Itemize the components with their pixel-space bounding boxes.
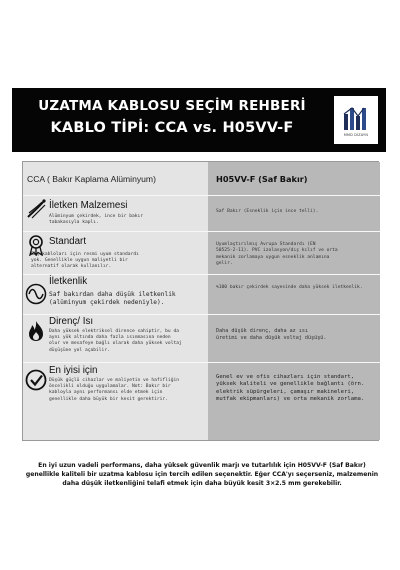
- cca-resistance-desc: Daha yüksek elektriksel dirence sahiptir, bu da aynı yük altında daha fazla ısınmasına neden olur ve mesafeye bağlı olarak daha yüksek voltaj düşüşüne yol açabilir.: [49, 329, 182, 353]
- h05vvf-conductor-desc: Saf Bakır (Esneklik için ince telli).: [216, 209, 319, 214]
- page-subtitle: KABLO TİPİ: CCA vs. H05VV-F: [50, 120, 294, 136]
- recommendation-note: En iyi uzun vadeli performans, daha yüksek güvenlik marjı ve tutarlılık için H05VV-F (Saf Bakır) genellikle kaliteli bir uzatma kablosu için tercih edilen seçenektir. Eğer CCA'yı seçerseniz, malzemenin daha düşük iletkenliğini telafi etmek için daha büyük kesit 3×2.5 mm gerekebilir.: [25, 462, 379, 488]
- cca-standard-desc: Güç kabloları için resmi uyum standardı yok. Genellikle uygun maliyetli bir alternatif olarak kullanılır.: [31, 252, 139, 270]
- row-title-best-for: En iyisi için: [49, 365, 98, 376]
- row-title-standard: Standart: [49, 236, 87, 247]
- row-title-conductor: İletken Malzemesi: [49, 200, 128, 211]
- cca-conductivity-desc: Saf bakırdan daha düşük iletkenlik (alüminyum çekirdek nedeniyle).: [49, 291, 176, 306]
- logo-icon: [342, 104, 370, 132]
- h05vvf-standard-desc: Uyumlaştırılmış Avrupa Standardı (EN 50525-2-11). PVC izolasyon/dış kılıf ve orta mekanik zorlamaya uygun esneklik anlamına gelir.: [216, 242, 338, 266]
- h05vvf-best-for-desc: Genel ev ve ofis cihazları için standart, yüksek kaliteli ve genellikle bağlantı (örn. elektrik süpürgeleri, çamaşır makineleri, mutfak ekipmanları) ve orta mekanik zorlama.: [216, 374, 365, 403]
- checkmark-circle-icon: [25, 369, 47, 391]
- row-divider: [23, 314, 380, 315]
- logo-text: MMD DİZAYN: [343, 132, 369, 137]
- h05vvf-conductivity-desc: %100 bakır çekirdek sayesinde daha yüksek iletkenlik.: [216, 285, 363, 290]
- row-divider: [23, 195, 380, 196]
- header-banner: [12, 88, 386, 152]
- row-divider: [23, 362, 380, 363]
- logo: [334, 96, 378, 144]
- cca-conductor-desc: Alüminyum çekirdek, ince bir bakır tabakasıyla kaplı.: [49, 214, 144, 226]
- h05vvf-resistance-desc: Daha düşük direnç, daha az ısı üretimi ve daha düşük voltaj düşüşü.: [216, 328, 327, 341]
- h05vvf-header: H05VV-F (Saf Bakır): [216, 174, 308, 184]
- page-title: UZATMA KABLOSU SEÇİM REHBERİ: [38, 98, 306, 114]
- comparison-table: [22, 161, 379, 441]
- row-title-conductivity: İletkenlik: [49, 276, 88, 287]
- row-title-resistance: Direnç/ Isı: [49, 316, 94, 327]
- cca-header: CCA ( Bakır Kaplama Alüminyum): [27, 174, 156, 184]
- fire-icon: [25, 320, 47, 342]
- row-divider: [23, 274, 380, 275]
- cca-best-for-desc: Düşük güçlü cihazlar ve maliyetin ve hafifliğin öncelikli olduğu uygulamalar. Not: Bakır bir kabloyla aynı performansı elde etmek için genellikle daha büyük bir kesit gerektirir.: [49, 378, 179, 402]
- sine-wave-icon: [25, 283, 47, 305]
- cable-icon: [25, 198, 47, 220]
- row-divider: [23, 231, 380, 232]
